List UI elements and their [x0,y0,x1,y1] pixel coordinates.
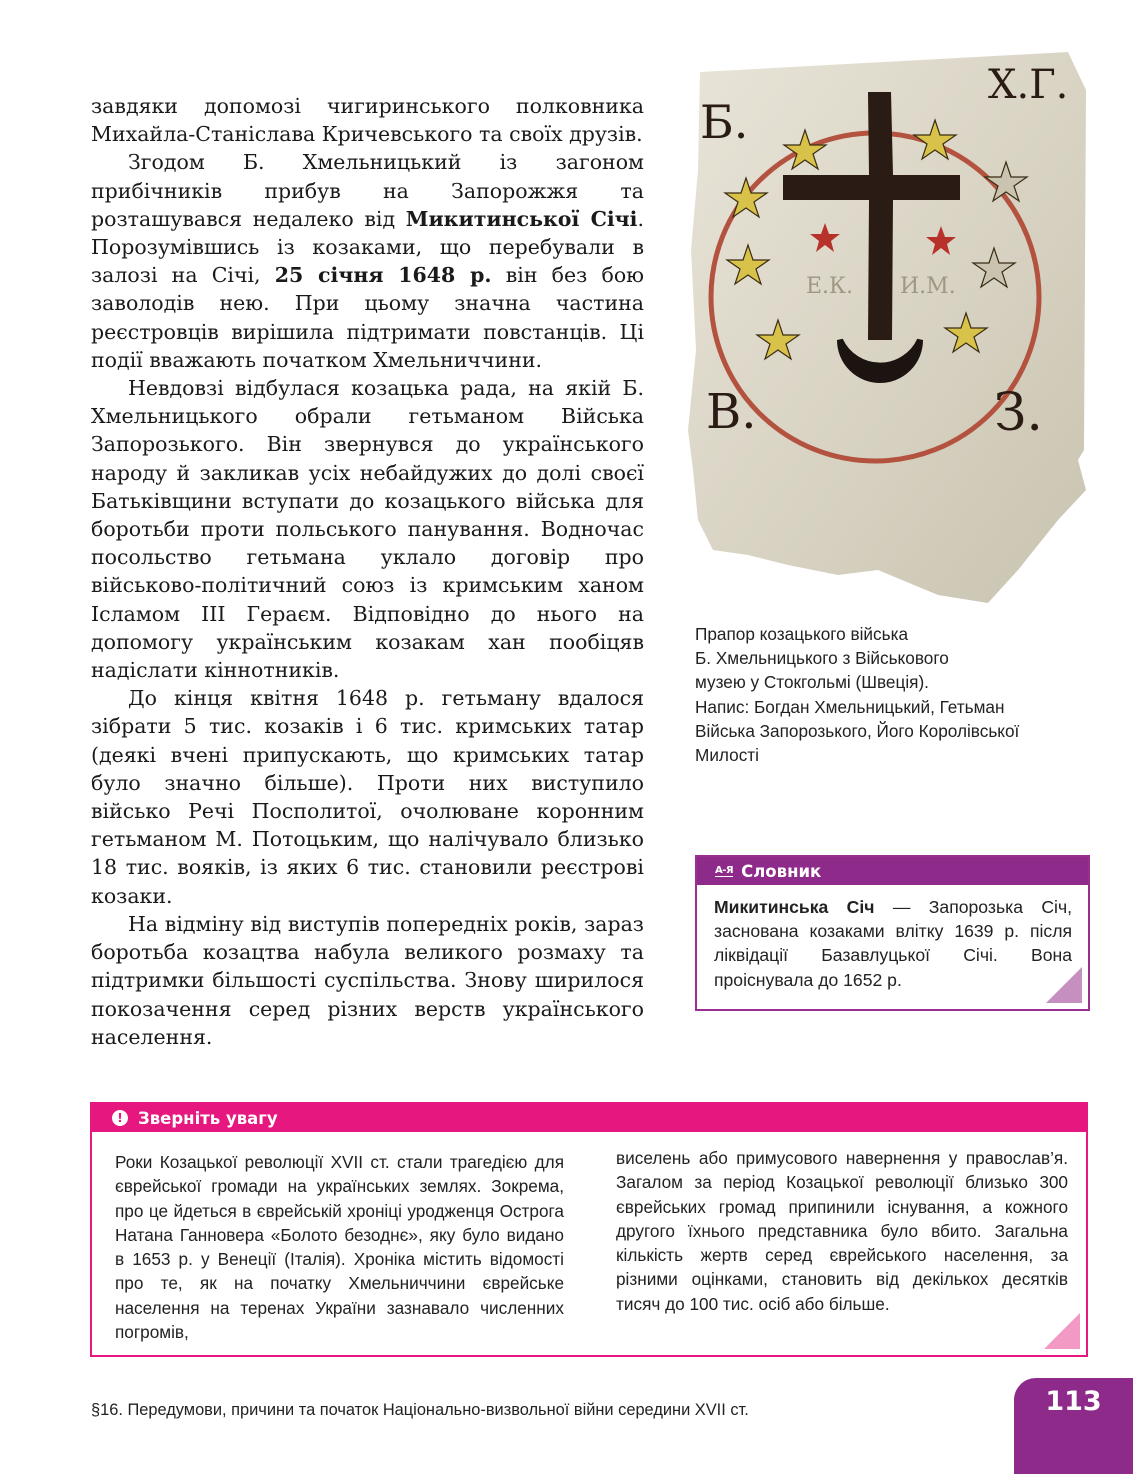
paragraph-4: До кінця квітня 1648 р. гетьману вдалося зібрати 5 тис. козаків і 6 тис. кримських татар (деякі вчені припускають, що кримських татар було значно більше). Проти них виступило військо Речі Посполитої, очолюване коронним гетьманом М. Потоцьким, що налічувало близько 18 тис. вояків, із яких 6 тис. становили реєстрові козаки. [91,686,644,908]
attention-header [92,1104,1086,1132]
paragraph-2: Згодом Б. Хмельницький із загоном прибічників прибув на Запорожжя та розташувався недалеко від Микитинської Січі. Порозумівшись із козаками, що перебували в залозі на Січі, 25 січня 1648 р. він без бою заволодів нею. При цьому значна частина реєстровців вирішила підтримати повстанців. Ці події вважають початком Хмельниччини. [91,150,645,372]
flag-letter-b: Б. [700,95,749,149]
paragraph-1: завдяки допомозі чигиринського полковника Михайла-Станіслава Кричевського та своїх друзів. [91,94,644,147]
glossary-header [697,857,1088,885]
corner-triangle-icon [1046,967,1082,1003]
attention-box [90,1102,1088,1357]
glossary-title: Словник [741,861,822,881]
cossack-flag-image [688,50,1088,603]
term-mykytynska-sich: Микитинської Січі [405,206,638,231]
attention-text-left: Роки Козацької революції XVII ст. стали трагедією для єврейської громади на українських землях. Зокрема, про це йдеться в єврейській хроніці уродженця Острога Натана Ганновера «Болото безоднє», яку було видано в 1653 р. у Венеції (Італія). Хроніка містить відомості про те, як на початку Хмельниччини єврейське населення на теренах України зазнавало численних погромів, [115,1152,564,1343]
flag-letter-ek: Е.К. [806,274,854,299]
footer-section-title: §16. Передумови, причини та початок Національно-визвольної війни середини XVII ст. [91,1401,749,1419]
dictionary-icon: А-Я [715,865,734,876]
date-highlight: 25 січня 1648 р. [274,263,492,288]
flag-letter-im: И.М. [900,274,956,299]
corner-triangle-icon [1044,1313,1080,1349]
attention-text-right: виселень або примусового навернення у православ’я. Загалом за період Козацької революції близько 300 єврейських громад припинили існування, а кожного другого їхнього представника було вбито. Загальна кількість жертв серед єврейського населення, за різними оцінками, становить від декількох десятків тисяч до 100 тис. осіб або більше. [616,1148,1068,1314]
page-number: 113 [1014,1378,1133,1474]
attention-title: Зверніть увагу [138,1108,278,1128]
glossary-term: Микитинська Січ [714,897,875,917]
flag-letter-z: З. [994,383,1043,443]
glossary-box [695,855,1090,1011]
exclamation-icon: ! [112,1110,128,1126]
paragraph-5: На відміну від виступів попередніх років, зараз боротьба козацтва набула великого розмаху та підтримки більшості суспільства. Знову ширилося покозачення серед різних верств українського населення. [91,911,644,1049]
glossary-definition: Микитинська Січ — Запорозька Січ, заснована козаками влітку 1639 р. після ліквідації Базавлуцької Січі. Вона проіснувала до 1652 р. [714,897,1072,990]
main-text-column [91,92,644,1051]
image-caption: Прапор козацького війська Б. Хмельницького з Військового музею у Стокгольмі (Швеція). Напис: Богдан Хмельницький, Гетьман Війська Запорозького, Його Королівської Милості [695,624,1020,766]
flag-letter-v: В. [706,384,757,440]
paragraph-3: Невдовзі відбулася козацька рада, на якій Б. Хмельницького обрали гетьманом Війська Запорозького. Він звернувся до українського народу й закликав усіх небайдужих до долі своєї Батьківщини вступати до козацького війська для боротьби проти польського панування. Водночас посольство гетьмана уклало договір про військово-політичний союз із кримським ханом Ісламом ІІІ Гераєм. Відповідно до нього на допомогу українським козакам хан пообіцяв надіслати кіннотників. [91,376,644,683]
flag-letter-khg: Х.Г. [988,62,1069,108]
